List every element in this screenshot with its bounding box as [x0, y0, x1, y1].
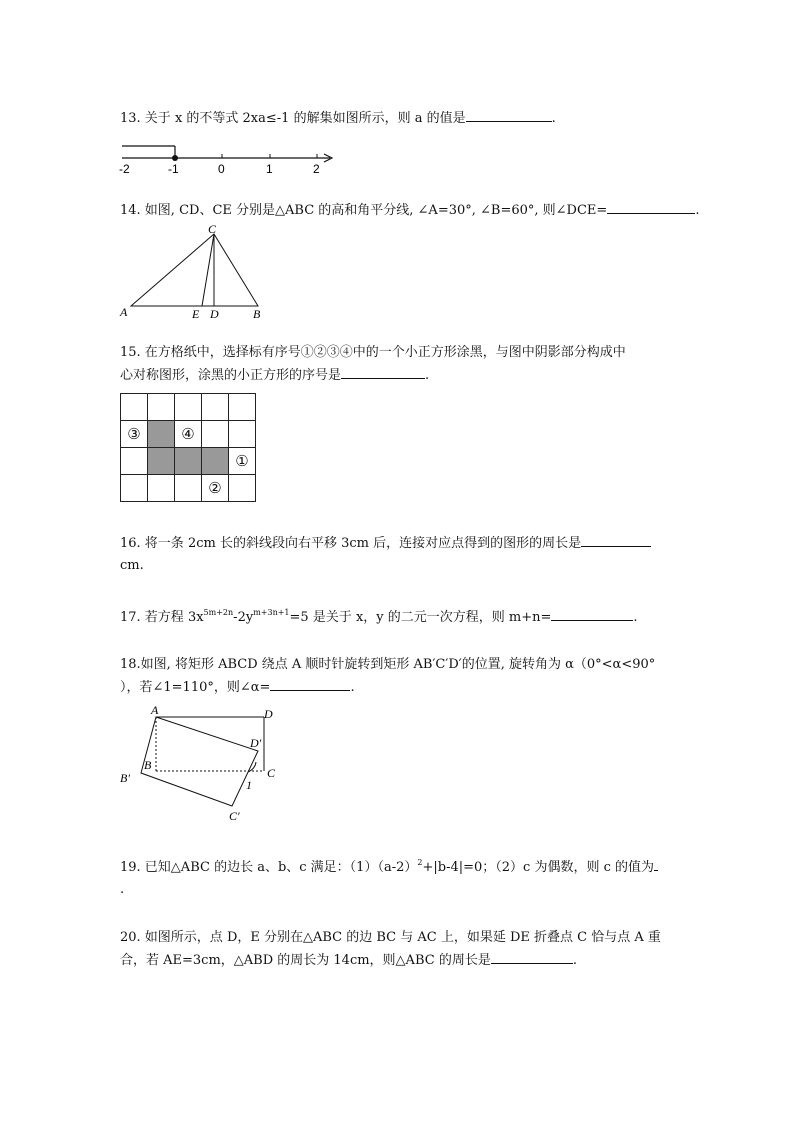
grid-cell-1[interactable]: ①	[229, 448, 256, 475]
question-19-line2: .	[120, 882, 125, 897]
shaded-cell	[148, 448, 175, 475]
question-17-mid: -2y	[233, 610, 254, 625]
question-15-line1: 15. 在方格纸中，选择标有序号①②③④中的一个小正方形涂黑，与图中阴影部分构成中	[120, 345, 626, 360]
angle-label-1: 1	[246, 778, 252, 792]
grid-cell	[148, 394, 175, 421]
triangle-abc-figure	[116, 222, 276, 322]
vertex-label-b: B	[253, 307, 261, 321]
grid-cell-2[interactable]: ②	[202, 475, 229, 502]
shaded-cell	[202, 448, 229, 475]
answer-blank-14[interactable]	[607, 199, 695, 214]
shaded-cell	[175, 448, 202, 475]
tick-label: -2	[119, 162, 130, 176]
grid-cell-4[interactable]: ④	[175, 421, 202, 448]
point-label-b: B	[144, 758, 152, 772]
grid-cell	[175, 475, 202, 502]
grid-cell	[202, 394, 229, 421]
grid-cell	[202, 421, 229, 448]
answer-blank-18[interactable]	[270, 676, 350, 691]
grid-cell	[121, 394, 148, 421]
grid-cell-3[interactable]: ③	[121, 421, 148, 448]
question-16-line1: 16. 将一条 2cm 长的斜线段向右平移 3cm 后，连接对应点得到的图形的周长是	[120, 536, 582, 551]
rotated-rectangle-figure	[116, 700, 286, 828]
grid-cell	[148, 475, 175, 502]
question-20-end: .	[572, 953, 577, 968]
question-17	[120, 606, 638, 629]
point-label-b-prime: B′	[120, 771, 130, 785]
question-14	[120, 199, 699, 222]
question-18-line2: ），若∠1=110°，则∠α=	[120, 680, 271, 695]
question-15-end: .	[425, 368, 430, 383]
question-19-line1b: +|b-4|=0；（2）c 为偶数，则 c 的值为	[422, 860, 654, 875]
point-label-d: D	[264, 707, 273, 721]
question-15	[120, 342, 626, 387]
grid-cell	[229, 394, 256, 421]
question-17-suffix: =5 是关于 x，y 的二元一次方程，则 m+n=	[289, 610, 552, 625]
question-20-line1: 20. 如图所示，点 D，E 分别在△ABC 的边 BC 与 AC 上，如果延 DE 折叠点 C 恰与点 A 重	[120, 930, 661, 945]
grid-cell	[229, 421, 256, 448]
question-20	[120, 927, 661, 972]
point-label-a: A	[151, 703, 159, 717]
question-19-line1: 19. 已知△ABC 的边长 a、b、c 满足：（1）（a-2）	[120, 860, 418, 875]
question-18-end: .	[350, 680, 355, 695]
question-18-line1: 18.如图, 将矩形 ABCD 绕点 A 顺时针旋转到矩形 AB′C′D′的位置, 旋转角为 α（0°<α<90°	[120, 657, 656, 672]
number-line-figure	[118, 140, 338, 180]
question-13-text: 13. 关于 x 的不等式 2xa≤-1 的解集如图所示，则 a 的值是	[120, 111, 466, 126]
answer-blank-16[interactable]	[581, 532, 651, 547]
rotated-rectangle	[141, 717, 258, 806]
tick-label: 2	[313, 162, 320, 176]
question-19	[120, 856, 658, 901]
vertex-label-a: A	[120, 305, 128, 319]
exponent-x: 5m+2n	[203, 608, 234, 617]
square-grid	[120, 393, 256, 502]
grid-cell	[229, 475, 256, 502]
answer-blank-19[interactable]	[654, 856, 658, 871]
solution-endpoint	[172, 155, 178, 161]
question-13-end: .	[551, 111, 556, 126]
question-20-line2: 合，若 AE=3cm，△ABD 的周长为 14cm，则△ABC 的周长是	[120, 953, 491, 968]
answer-blank-15[interactable]	[341, 364, 425, 379]
tick-label: 0	[218, 162, 225, 176]
exponent-2: 2	[417, 858, 423, 867]
vertex-label-c: C	[208, 222, 217, 236]
exponent-y: m+3n+1	[253, 608, 290, 617]
question-18	[120, 654, 655, 699]
angle-bisector-ce	[202, 234, 214, 306]
answer-blank-13[interactable]	[466, 107, 552, 122]
point-label-c-prime: C′	[229, 809, 240, 823]
question-17-end: .	[633, 610, 638, 625]
question-17-prefix: 17. 若方程 3x	[120, 610, 204, 625]
question-14-text: 14. 如图, CD、CE 分别是△ABC 的高和角平分线, ∠A=30°, ∠B=60°, 则∠DCE=	[120, 203, 608, 218]
grid-cell	[121, 448, 148, 475]
tick-label: -1	[168, 162, 179, 176]
point-label-d-prime: D′	[250, 736, 262, 750]
answer-blank-20[interactable]	[491, 949, 573, 964]
answer-blank-17[interactable]	[551, 606, 633, 621]
grid-cell	[121, 475, 148, 502]
point-label-d: D	[210, 307, 219, 321]
question-14-end: .	[695, 203, 700, 218]
point-label-e: E	[192, 307, 200, 321]
shaded-cell	[148, 421, 175, 448]
question-13	[120, 107, 556, 130]
question-16	[120, 532, 651, 577]
question-16-line2: cm.	[120, 558, 144, 573]
triangle-abc	[131, 234, 258, 306]
point-label-c: C	[267, 766, 276, 780]
tick-label: 1	[266, 162, 273, 176]
question-15-line2: 心对称图形，涂黑的小正方形的序号是	[120, 368, 342, 383]
grid-cell	[175, 394, 202, 421]
